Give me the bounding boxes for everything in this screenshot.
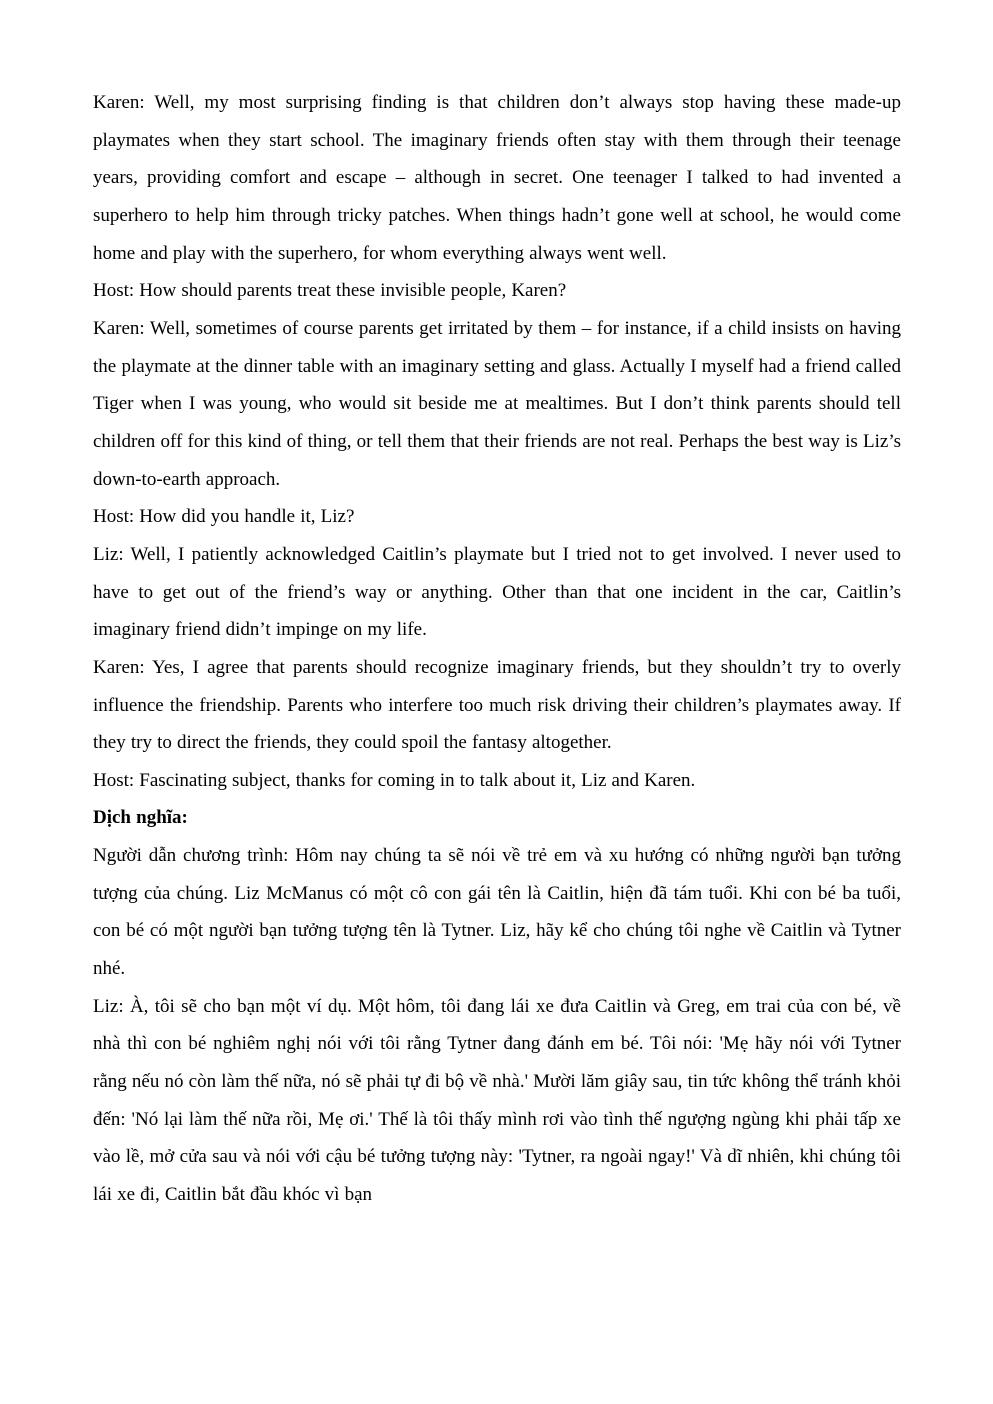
paragraph-host-thanks: Host: Fascinating subject, thanks for coming in to talk about it, Liz and Karen.	[93, 769, 696, 791]
paragraph-karen-parents-irritated: Karen: Well, sometimes of course parents get irritated by them – for instance, if a child insists on having the playmate at the dinner table with an imaginary setting and glass. Actually I myself had a friend called Tiger when I was young, who would sit beside me at mealtimes. But I don’t think parents should tell children off for this kind of thing, or tell them that their friends are not real. Perhaps the best way is Liz’s down-to-earth approach.	[93, 317, 901, 490]
paragraph-host-question-handle: Host: How did you handle it, Liz?	[93, 506, 355, 528]
paragraph-vi-host-intro: Người dẫn chương trình: Hôm nay chúng ta sẽ nói về trẻ em và xu hướng có những người bạn tưởng tượng của chúng. Liz McManus có một cô con gái tên là Caitlin, hiện đã tám tuổi. Khi con bé ba tuổi, con bé có một người bạn tưởng tượng tên là Tytner. Liz, hãy kể cho chúng tôi nghe về Caitlin và Tytner nhé.	[93, 845, 901, 980]
heading-dich-nghia: Dịch nghĩa:	[93, 807, 188, 829]
paragraph-vi-liz-example: Liz: À, tôi sẽ cho bạn một ví dụ. Một hôm, tôi đang lái xe đưa Caitlin và Greg, em trai của con bé, về nhà thì con bé nghiêm nghị nói với tôi rằng Tytner đang đánh em bé. Tôi nói: 'Mẹ hãy nói với Tytner rằng nếu nó còn làm thế nữa, nó sẽ phải tự đi bộ về nhà.' Mười lăm giây sau, tin tức không thể tránh khỏi đến: 'Nó lại làm thế nữa rồi, Mẹ ơi.' Thế là tôi thấy mình rơi vào tình thế ngượng ngùng khi phải tấp xe vào lề, mở cửa sau và nói với cậu bé tưởng tượng này: 'Tytner, ra ngoài ngay!' Và dĩ nhiên, khi chúng tôi lái xe đi, Caitlin bắt đầu khóc vì bạn	[93, 995, 901, 1206]
paragraph-liz-acknowledged: Liz: Well, I patiently acknowledged Caitlin’s playmate but I tried not to get involved. I never used to have to get out of the friend’s way or anything. Other than that one incident in the car, Caitlin’s imaginary friend didn’t impinge on my life.	[93, 543, 901, 641]
paragraph-karen-finding: Karen: Well, my most surprising finding is that children don’t always stop having these made-up playmates when they start school. The imaginary friends often stay with them through their teenage years, providing comfort and escape – although in secret. One teenager I talked to had invented a superhero to help him through tricky patches. When things hadn’t gone well at school, he would come home and play with the superhero, for whom everything always went well.	[93, 92, 901, 264]
paragraph-host-question-parents: Host: How should parents treat these invisible people, Karen?	[93, 280, 567, 302]
paragraph-karen-agree: Karen: Yes, I agree that parents should recognize imaginary friends, but they shouldn’t try to overly influence the friendship. Parents who interfere too much risk driving their children’s playmates away. If they try to direct the friends, they could spoil the fantasy altogether.	[93, 656, 901, 754]
